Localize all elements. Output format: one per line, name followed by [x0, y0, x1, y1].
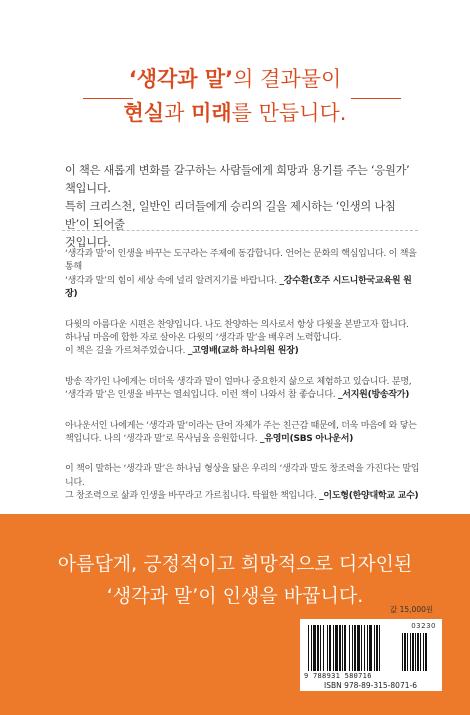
headline-text-2: 과 [164, 101, 192, 125]
endorsement-line: 아나운서인 나에게는 ‘생각과 말’이라는 단어 자체가 주는 친근감 때문에, 더욱 마음에 와 닿는 [65, 420, 417, 431]
endorsement-line: 다윗의 아름다운 시편은 찬양입니다. 나도 찬양하는 의사로서 항상 다윗을 본받고자 합니다. [65, 319, 409, 330]
price-label: 값 15,000원 [390, 605, 434, 614]
slogan-line: 아름답게, 긍정적이고 희망적으로 디자인된 [57, 553, 413, 575]
barcode-addon: 03230 [411, 622, 436, 630]
divider [62, 230, 418, 231]
headline [0, 62, 470, 130]
headline-text-1: 의 결과물이 [233, 67, 342, 91]
intro-line: 것입니다. [65, 236, 111, 249]
endorsement [65, 376, 420, 403]
headline-emphasis-3: 미래 [191, 101, 232, 125]
endorsement-line [65, 345, 420, 358]
headline-emphasis-2: 현실 [123, 101, 165, 125]
endorsement-line [65, 275, 420, 302]
endorsement-line [65, 389, 420, 402]
headline-line-1 [0, 62, 470, 96]
headline-text-3: 를 만듭니다. [231, 101, 347, 125]
endorsement-author: _강수환(호주 시드니한국교육원 원장) [65, 275, 412, 300]
endorsement-text: 그 창조력으로 삶과 인생을 바꾸라고 가르칩니다. 탁월한 책입니다. [65, 491, 317, 502]
endorsement-author: _유영미(SBS 아나운서) [260, 434, 354, 445]
slogan-line: ‘생각과 말’이 인생을 바꿉니다. [106, 585, 364, 607]
isbn-label: ISBN 978-89-315-8071-6 [324, 681, 417, 690]
endorsement-line: 방송 작가인 나에게는 더더욱 생각과 말이 얼마나 중요한지 삶으로 체험하고 있습니다. 분명, [65, 376, 412, 387]
endorsement-line: 하나님 마음에 합한 자로 살아온 다윗의 ‘생각과 말’을 배우려 노력합니다. [65, 333, 342, 344]
intro-line: 이 책은 새롭게 변화를 갈구하는 사람들에게 희망과 용기를 주는 ‘응원가’ 책입니다. [65, 164, 410, 195]
headline-rule-right [351, 98, 401, 99]
endorsement-text: ‘생각과 말’의 힘이 세상 속에 널리 알려지기를 바랍니다. [65, 275, 277, 286]
endorsement [65, 248, 420, 302]
endorsement-author: _이도형(한양대학교 교수) [319, 491, 419, 502]
barcode [300, 619, 442, 691]
endorsement [65, 463, 420, 503]
endorsement [65, 420, 420, 447]
barcode-digits: 9 788931 580716 [304, 672, 372, 680]
headline-rule-left [83, 98, 133, 99]
slogan [0, 548, 470, 612]
endorsement-text: 책입니다. 나의 ‘생각과 말’로 목사님을 응원합니다. [65, 434, 258, 445]
endorsement-line [65, 433, 420, 446]
endorsement [65, 319, 420, 359]
endorsement-line [65, 490, 420, 503]
intro-line: 특히 크리스천, 일반인 리더들에게 승리의 길을 제시하는 ‘인생의 나침반’이 되어줄 [65, 200, 396, 231]
endorsement-author: _고영배(교하 하나의원 원장) [187, 346, 299, 357]
endorsements [65, 248, 420, 521]
endorsement-line: 이 책이 말하는 ‘생각과 말’은 하나님 형상을 닮은 우리의 ‘생각과 말도 창조력을 가진다는 말입니다. [65, 464, 420, 488]
endorsement-text: 이 책은 길을 가르쳐주었습니다. [65, 346, 186, 357]
endorsement-author: _서지원(방송작가) [338, 390, 410, 401]
headline-emphasis-1: ‘생각과 말’ [128, 67, 234, 91]
barcode-bars [306, 625, 436, 671]
endorsement-line: ‘생각과 말’이 인생을 바꾸는 도구라는 주제에 동감합니다. 언어는 문화의 핵심입니다. 이 책을 통해 [65, 249, 417, 273]
intro-paragraph [65, 162, 420, 252]
endorsement-text: ‘생각과 말’은 인생을 바꾸는 열쇠입니다. 이런 책이 나와서 참 좋습니다. [65, 390, 336, 401]
headline-line-2 [0, 96, 470, 130]
